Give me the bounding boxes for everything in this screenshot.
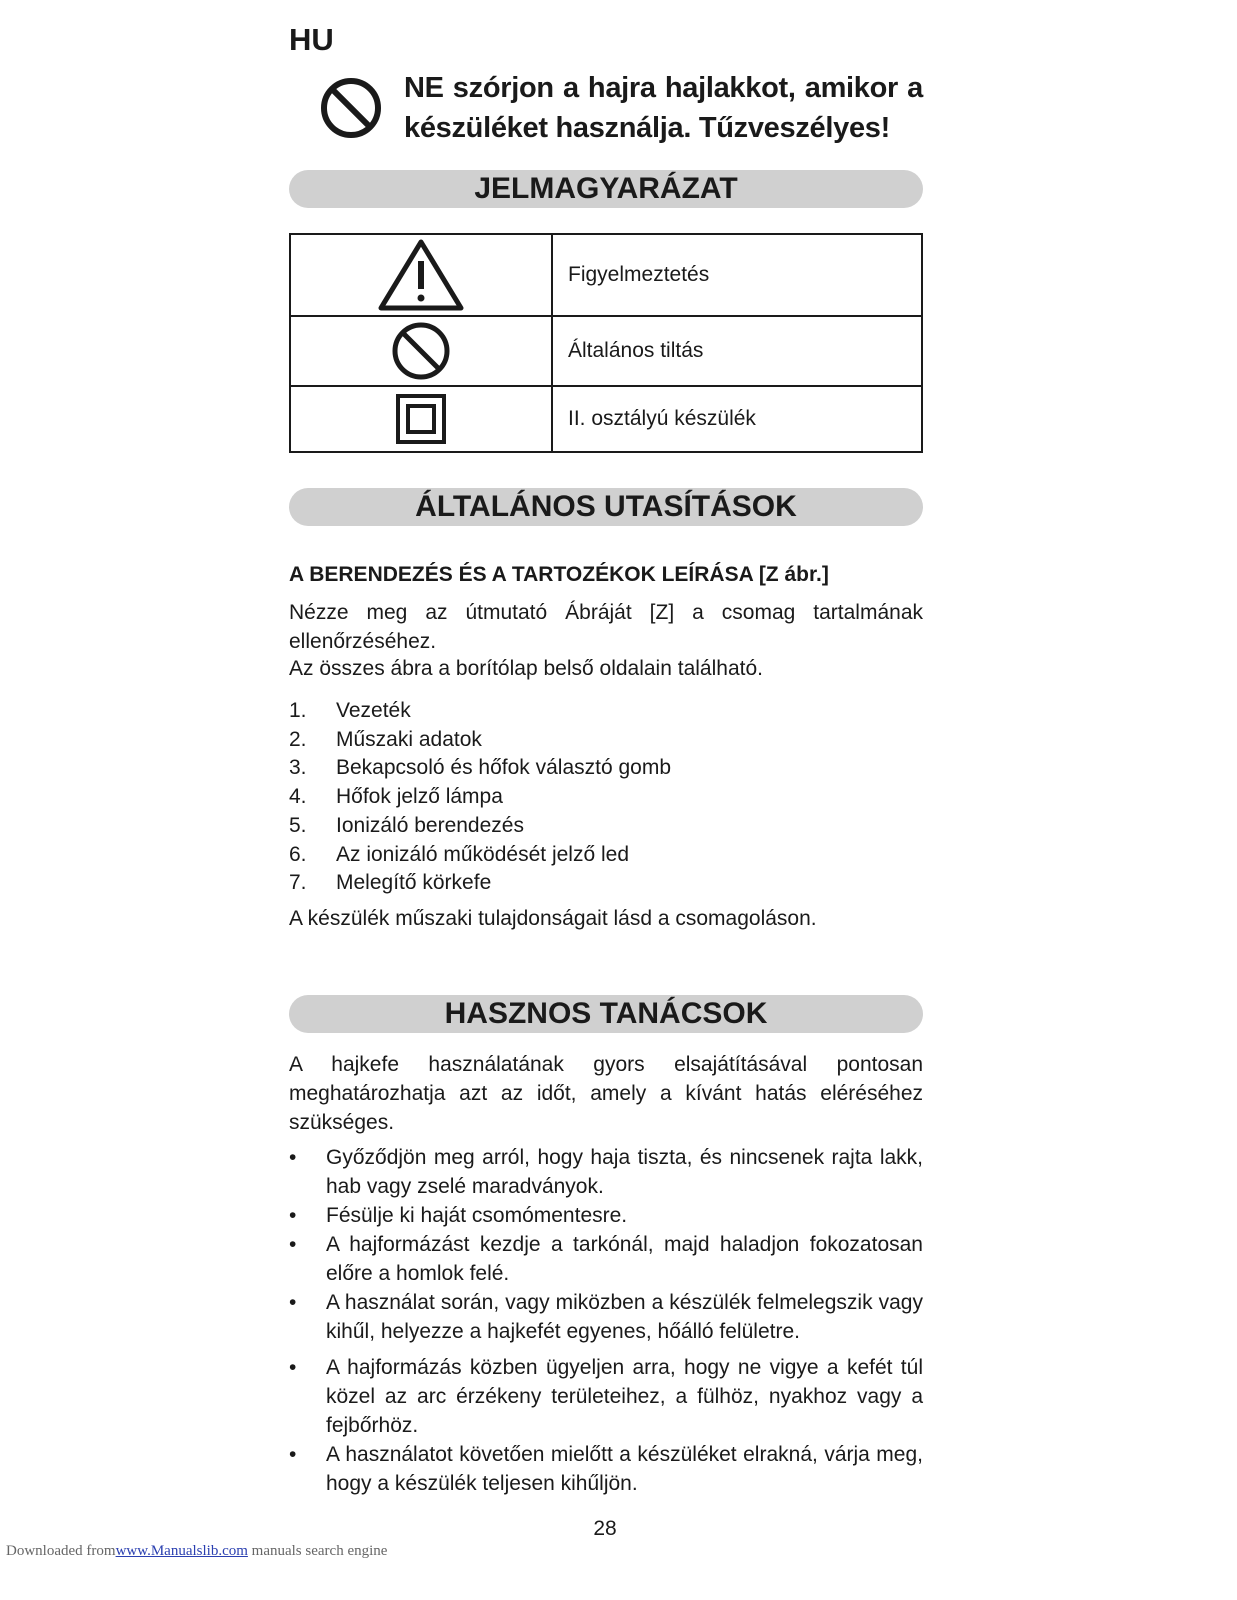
legend-heading: JELMAGYARÁZAT	[289, 170, 923, 208]
legend-label: Figyelmeztetés	[552, 234, 922, 316]
item-text: A használat során, vagy miközben a készülék felmelegszik vagy kihűl, helyezze a hajkefét egyenes, hőálló felületre.	[326, 1291, 923, 1343]
list-item	[289, 812, 923, 841]
list-item	[289, 726, 923, 755]
item-text: Melegítő körkefe	[336, 871, 492, 895]
footer-suffix: manuals search engine	[247, 1543, 388, 1559]
item-number: 7.	[289, 871, 307, 895]
list-item	[289, 697, 923, 726]
specs-note: A készülék műszaki tulajdonságait lásd a csomagoláson.	[289, 907, 817, 930]
legend-table	[289, 233, 923, 453]
general-heading: ÁLTALÁNOS UTASÍTÁSOK	[289, 488, 923, 526]
item-number: 4.	[289, 785, 307, 809]
parts-list	[289, 697, 923, 898]
general-intro: Nézze meg az útmutató Ábráját [Z] a csomag tartalmának ellenőrzéséhez.	[289, 601, 923, 653]
tips-heading: HASZNOS TANÁCSOK	[289, 995, 923, 1033]
warning-text: NE szórjon a hajra hajlakkot, amikor a készüléket használja. Tűzveszélyes!	[404, 72, 923, 144]
legend-label: Általános tiltás	[552, 316, 922, 386]
item-number: 3.	[289, 756, 307, 780]
tips-intro: A hajkefe használatának gyors elsajátításával pontosan meghatározhatja azt az időt, amely a kívánt hatás eléréséhez szükséges.	[289, 1053, 923, 1134]
item-text: A használatot követően mielőtt a készüléket elrakná, várja meg, hogy a készülék teljesen kihűljön.	[326, 1443, 923, 1495]
item-text: Ionizáló berendezés	[336, 813, 524, 837]
legend-label: II. osztályú készülék	[552, 386, 922, 452]
legend-icon-cell	[290, 386, 552, 452]
item-text: A hajformázást kezdje a tarkónál, majd haladjon fokozatosan előre a homlok felé.	[326, 1233, 923, 1285]
item-number: 6.	[289, 842, 307, 866]
list-item	[289, 1201, 923, 1230]
list-item	[289, 754, 923, 783]
item-text: Győződjön meg arról, hogy haja tiszta, és nincsenek rajta lakk, hab vagy zselé maradványok.	[326, 1146, 923, 1198]
list-item	[289, 783, 923, 812]
list-item	[289, 1353, 923, 1440]
list-item	[289, 841, 923, 870]
prohibition-icon	[391, 321, 451, 381]
list-item	[289, 1230, 923, 1288]
list-item	[289, 869, 923, 898]
item-text: Bekapcsoló és hőfok választó gomb	[336, 756, 672, 780]
language-code: HU	[289, 22, 334, 57]
item-text: Műszaki adatok	[336, 727, 482, 751]
legend-row	[290, 386, 922, 452]
item-text: Hőfok jelző lámpa	[336, 785, 503, 809]
description-subheading: A BERENDEZÉS ÉS A TARTOZÉKOK LEÍRÁSA [Z ábr.]	[289, 563, 829, 586]
item-number: 2.	[289, 727, 307, 751]
list-item	[289, 1143, 923, 1201]
item-text: A hajformázás közben ügyeljen arra, hogy ne vigye a kefét túl közel az arc érzékeny területeihez, a fülhöz, nyakhoz vagy a fejbőrhöz.	[326, 1356, 923, 1437]
general-intro-2: Az összes ábra a borítólap belső oldalain található.	[289, 657, 763, 680]
footer-prefix: Downloaded from	[6, 1543, 116, 1559]
download-footer	[6, 1543, 387, 1560]
bullet: •	[289, 1146, 297, 1169]
legend-icon-cell	[290, 316, 552, 386]
legend-row	[290, 234, 922, 316]
item-text: Fésülje ki haját csomómentesre.	[326, 1204, 628, 1227]
item-number: 1.	[289, 699, 307, 722]
item-text: Az ionizáló működését jelző led	[336, 842, 629, 866]
tips-list	[289, 1143, 923, 1498]
manualslib-link[interactable]: www.Manualslib.com	[115, 1543, 248, 1559]
warning-block	[289, 68, 923, 148]
item-text: Vezeték	[336, 699, 411, 722]
page-number: 28	[593, 1517, 617, 1540]
class-ii-double-square-icon	[395, 393, 447, 445]
prohibition-icon	[319, 76, 383, 140]
warning-triangle-icon	[377, 237, 465, 313]
bullet: •	[289, 1291, 297, 1314]
item-number: 5.	[289, 813, 307, 837]
list-item	[289, 1440, 923, 1498]
list-item	[289, 1288, 923, 1346]
bullet: •	[289, 1204, 297, 1227]
legend-icon-cell	[290, 234, 552, 316]
bullet: •	[289, 1356, 297, 1379]
bullet: •	[289, 1233, 297, 1256]
legend-row	[290, 316, 922, 386]
bullet: •	[289, 1443, 297, 1466]
